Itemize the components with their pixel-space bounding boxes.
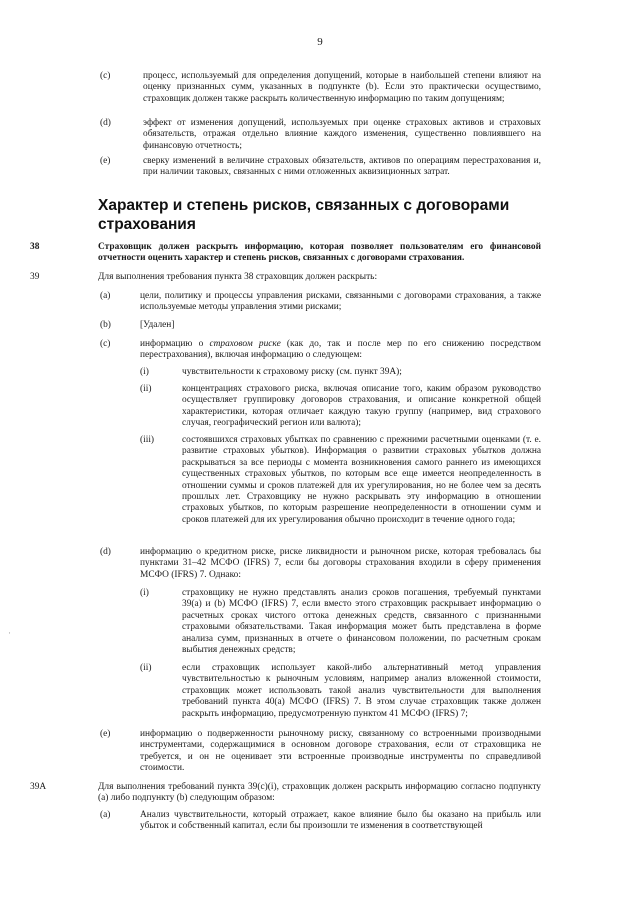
p39-c-iii-label: (iii)	[140, 435, 155, 445]
p39-e-text: информацию о подверженности рыночному риску, связанному со встроенными производными инструментами, содержащимися в основном договоре страхования, если от страховщика не требуется, и он не оценивает эти встроенные производные инструменты по справедливой стоимости.	[140, 729, 541, 774]
section-title: Характер и степень рисков, связанных с договорами страхования	[98, 197, 510, 233]
p39-c-ii-text: концентрациях страхового риска, включая описание того, каким образом руководство осуществляет группировку договоров страхования, и описание конкретной общей характеристики, которая отличает каждую такую группу (например, вид страхового случая, географический регион или валюта);	[182, 384, 541, 429]
paragraph-38-text: Страховщик должен раскрыть информацию, которая позволяет пользователям его финансовой отчетности оценить характер и степень рисков, связанных с договорами страхования.	[98, 242, 541, 264]
paragraph-39-number: 39	[30, 272, 40, 282]
p39-c-iii-text: состоявшихся страховых убытках по сравнению с прежними расчетными оценками (т. е. развитие страховых убытков). Информация о развитии страховых убытков должна раскрываться за все периоды с момента возникновения самого раннего из имеющихся существенных страховых убытков, по которым все еще имеется неопределенность в отношении суммы и сроков платежей для их урегулирования, но не более чем за десять прошлых лет. Страховщику не нужно раскрывать эту информацию в отношении страховых убытков, по которым разрешение неопределенности в отношении сумм и сроков платежей для их урегулирования обычно происходит в течение одного года;	[182, 435, 541, 525]
list-top-e-text: сверку изменений в величине страховых обязательств, активов по операциям перестрахования и, при наличии таковых, связанных с ними отложенных аквизиционных затрат.	[143, 156, 541, 178]
p39-d-i-text: страховщику не нужно представлять анализ сроков погашения, требуемый пунктами 39(a) и (b) МСФО (IFRS) 7, если вместо этого страховщик раскрывает информацию о расчетных сроках чистого оттока денежных средств, связанного с признанными страховыми обязательствами. Такая информация может быть представлена в форме анализа сумм, признанных в отчете о финансовом положении, по расчетным срокам выбытия денежных средств;	[182, 588, 541, 656]
p39-b-text: [Удален]	[140, 320, 175, 330]
p39-a-label: (a)	[100, 291, 111, 301]
p39-c-text-italic: страховом риске	[209, 339, 281, 349]
p39-b-label: (b)	[100, 320, 111, 330]
page-number: 9	[317, 36, 323, 48]
list-top-c-label: (c)	[100, 71, 111, 81]
p39-c-label: (c)	[100, 339, 111, 349]
list-top-e-label: (e)	[100, 156, 111, 166]
p39-c-ii-label: (ii)	[140, 384, 152, 394]
p39-c-i-label: (i)	[140, 367, 149, 377]
list-top-c-text: процесс, используемый для определения допущений, которые в наибольшей степени влияют на оценку признанных сумм, указанных в подпункте (b). Если это практически осуществимо, страховщик должен также раскрыть количественную информацию по таким допущениям;	[143, 71, 541, 104]
paragraph-39a-number: 39A	[30, 782, 47, 792]
p39-c-i-text: чувствительности к страховому риску (см. пункт 39A);	[182, 367, 402, 377]
p39-d-label: (d)	[100, 547, 111, 557]
p39-d-ii-text: если страховщик использует какой-либо альтернативный метод управления чувствительностью к рыночным условиям, например анализ вложенной стоимости, страховщик может использовать такой анализ чувствительности для выполнения требований пункта 40(a) МСФО (IFRS) 7. В этом случае страховщик также должен раскрыть информацию, предусмотренную пунктом 41 МСФО (IFRS) 7;	[182, 663, 541, 719]
p39a-a-text: Анализ чувствительности, который отражает, какое влияние было бы оказано на прибыль или убыток и собственный капитал, если бы произошли те изменения в соответствующей	[140, 810, 541, 832]
p39-a-text: цели, политику и процессы управления рисками, связанными с договорами страхования, а также используемые методы управления этими рисками;	[140, 291, 541, 313]
paragraph-39-intro: Для выполнения требования пункта 38 страховщик должен раскрыть:	[98, 272, 378, 282]
p39-c-text-after: (как до, так и после мер по его снижению посредством перестрахования), включая информацию о следующем:	[140, 339, 541, 361]
p39-d-ii-label: (ii)	[140, 663, 152, 673]
p39-d-text: информацию о кредитном риске, риске ликвидности и рыночном риске, которая требовалась бы пунктами 31–42 МСФО (IFRS) 7, если бы договоры страхования входили в сферу применения МСФО (IFRS) 7. Однако:	[140, 547, 541, 580]
p39-d-i-label: (i)	[140, 588, 149, 598]
p39-c-text-before: информацию о	[140, 339, 210, 349]
p39-c-text	[140, 339, 541, 362]
margin-mark: ·	[8, 628, 11, 638]
paragraph-39a-intro: Для выполнения требований пункта 39(c)(i), страховщик должен раскрыть информацию согласно подпункту (a) либо подпункту (b) следующим образом:	[98, 782, 541, 804]
p39a-a-label: (a)	[100, 810, 111, 820]
list-top-d-label: (d)	[100, 118, 111, 128]
paragraph-38-number: 38	[30, 242, 40, 252]
p39-e-label: (e)	[100, 729, 111, 739]
list-top-d-text: эффект от изменения допущений, используемых при оценке страховых активов и страховых обязательств, отражая отдельно влияние каждого изменения, существенно повлиявшего на финансовую отчетность;	[143, 118, 541, 151]
